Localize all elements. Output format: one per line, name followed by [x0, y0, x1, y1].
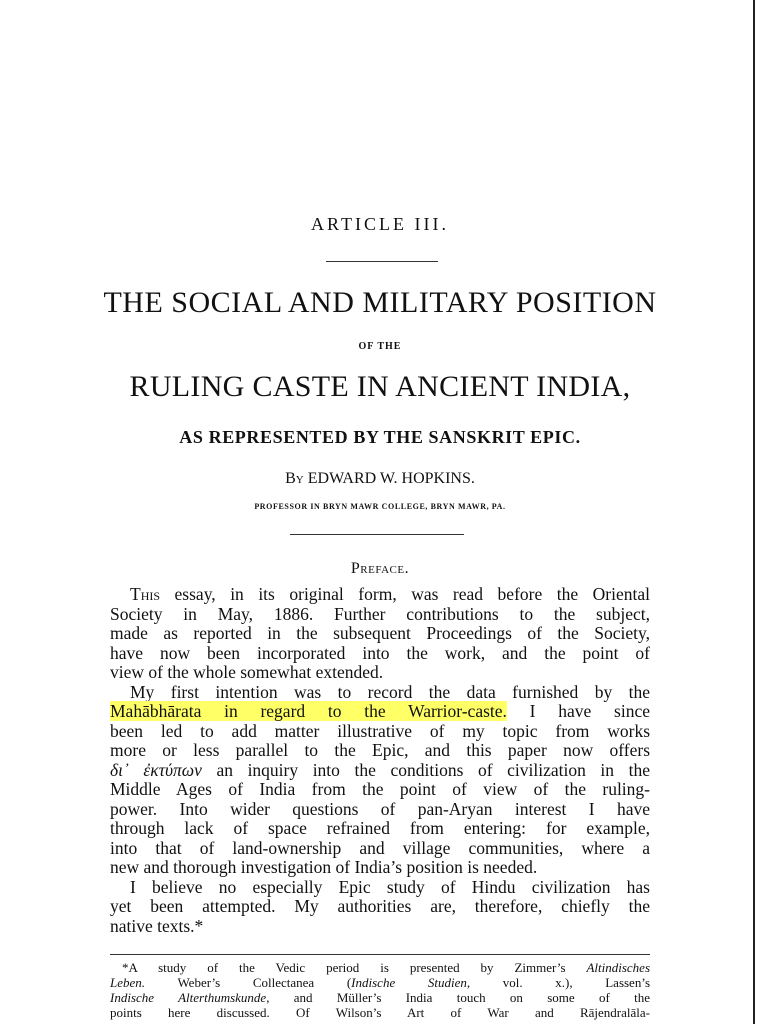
title-line-2: RULING CASTE IN ANCIENT INDIA,	[129, 370, 631, 403]
preface-body	[110, 585, 650, 936]
footnote-line: points here discussed. Of Wilson’s Art of War and Rājendralāla-	[110, 1005, 650, 1020]
footnote-text-segment: , and Müller’s India touch on some of the	[266, 990, 650, 1005]
body-line: have now been incorporated into the work, and the point of	[110, 642, 650, 663]
footnote-italic: Indische Alterthumskunde	[110, 990, 267, 1005]
footnote-line	[110, 975, 650, 990]
body-line: My first intention was to record the data furnished by the	[130, 681, 650, 702]
footnote-line	[110, 960, 650, 975]
article-heading: ARTICLE III.	[311, 214, 449, 234]
footnote-italic: Altindisches	[586, 960, 650, 975]
title-line-1: THE SOCIAL AND MILITARY POSITION	[103, 286, 657, 319]
body-line: view of the whole somewhat extended.	[110, 662, 384, 682]
body-text-segment: I have since	[506, 701, 650, 721]
title-of-the: OF THE	[358, 341, 402, 352]
first-word: This	[130, 584, 161, 604]
body-line: Society in May, 1886. Further contributions to the subject,	[110, 603, 650, 624]
preface-heading: Preface.	[350, 560, 410, 577]
greek-phrase: δι᾽ ἐκτύπων	[110, 759, 202, 780]
body-line	[110, 702, 650, 722]
footnote-italic: Indische Studien	[351, 975, 467, 990]
footnote-divider	[110, 954, 650, 955]
body-line: through lack of space refrained from entering: for example,	[110, 818, 650, 838]
page-edge-border	[753, 0, 755, 1024]
body-line	[110, 585, 650, 605]
body-line: more or less parallel to the Epic, and this paper now offers	[110, 740, 650, 760]
body-text-segment: essay, in its original form, was read before the Oriental	[160, 584, 650, 604]
footnote-italic: Leben.	[110, 975, 146, 990]
body-line	[110, 761, 650, 781]
body-line: yet been attempted. My authorities are, therefore, chiefly the	[110, 896, 650, 916]
author-affiliation: PROFESSOR IN BRYN MAWR COLLEGE, BRYN MAWR, PA.	[254, 502, 506, 511]
footnote	[110, 960, 650, 1020]
footnote-text-segment: *A study of the Vedic period is presented by Zimmer’s	[122, 960, 587, 975]
byline-prefix: By	[285, 470, 304, 487]
byline	[0, 470, 760, 488]
body-line: made as reported in the subsequent Proceedings of the Society,	[110, 623, 650, 643]
body-line: native texts.*	[110, 915, 204, 936]
footnote-text-segment: , vol. x.), Lassen’s	[466, 975, 650, 990]
highlighted-text[interactable]: Mahābhārata in regard to the Warrior-caste.	[110, 701, 507, 721]
footnote-text-segment: Weber’s Collectanea (	[145, 975, 352, 990]
body-line: Middle Ages of India from the point of view of the ruling-	[110, 779, 650, 799]
title-line-3: AS REPRESENTED BY THE SANSKRIT EPIC.	[179, 427, 581, 447]
footnote-line	[110, 990, 650, 1005]
heading-divider	[326, 261, 438, 262]
author-name: EDWARD W. HOPKINS.	[307, 470, 475, 487]
body-line: been led to add matter illustrative of my topic from works	[110, 720, 650, 741]
body-line: new and thorough investigation of India’s position is needed.	[110, 857, 538, 877]
body-line: power. Into wider questions of pan-Aryan interest I have	[110, 798, 650, 819]
body-line: I believe no especially Epic study of Hindu civilization has	[130, 876, 650, 897]
body-line: into that of land-ownership and village communities, where a	[110, 837, 650, 858]
body-text-segment: an inquiry into the conditions of civilization in the	[201, 759, 650, 780]
byline-divider	[290, 534, 464, 535]
